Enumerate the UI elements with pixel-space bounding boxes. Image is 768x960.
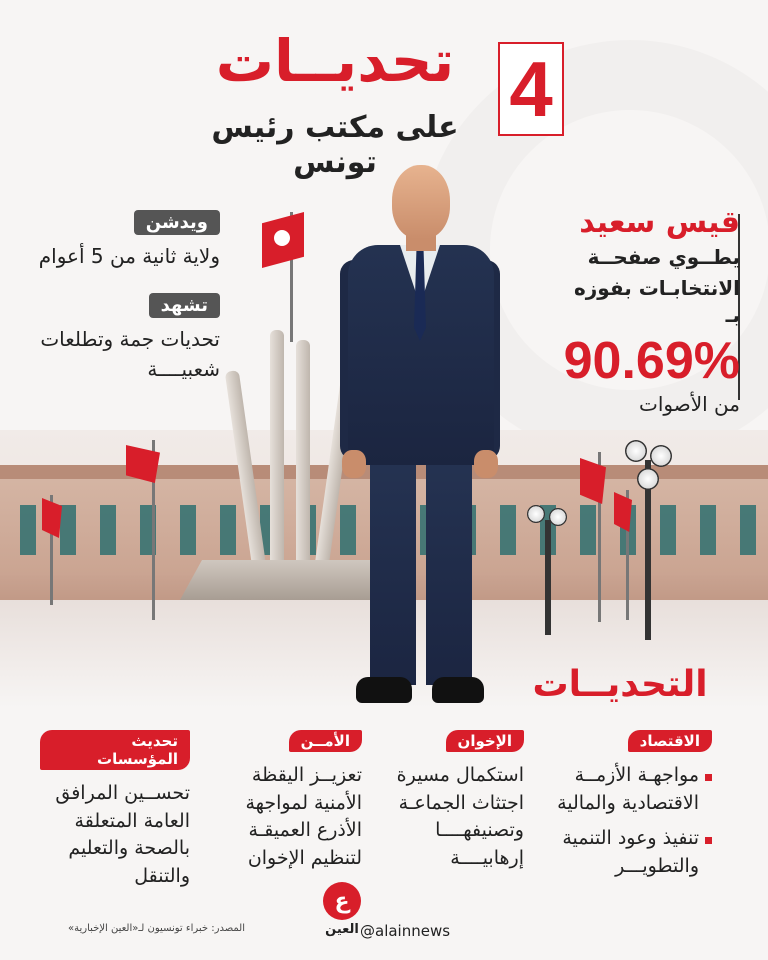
info-line-2: الانتخابـات بفوزه بـ — [573, 276, 740, 327]
challenge-text: استكمال مسيرة اجتثاث الجماعـة وتصنيفهــــا إرهابيــــة — [396, 764, 524, 869]
bullet-icon — [705, 837, 712, 844]
lamp-icon — [625, 440, 647, 462]
president-name: قيس سعيد — [579, 205, 740, 240]
page-subtitle: على مكتب رئيس تونس — [211, 110, 459, 180]
challenge-brotherhood — [384, 730, 524, 872]
vote-percentage: 90.69% — [563, 332, 740, 390]
bullet-icon — [705, 774, 712, 781]
tunisia-flag-icon — [262, 212, 304, 268]
challenge-text: تحســين المرافق العامة المتعلقة بالصحة والتعليم والتنقل — [55, 782, 190, 887]
challenge-badge: الأمــن — [289, 730, 362, 752]
president-figure — [340, 165, 500, 710]
term-info — [20, 210, 220, 384]
street-lamp — [545, 520, 551, 635]
logo-name: العين — [325, 922, 359, 937]
challenges-heading: التحديــات — [532, 664, 708, 705]
election-info — [560, 205, 740, 416]
votes-label: من الأصوات — [639, 392, 740, 417]
challenges-text: تحديات جمة وتطلعات شعبيــــة — [40, 327, 220, 381]
challenge-economy — [552, 730, 712, 880]
title-number: 4 — [509, 45, 553, 133]
page-title: تحديــات — [215, 27, 455, 95]
info-line-1: يطــوي صفحــة — [587, 245, 740, 269]
list-item: مواجهـة الأزمــة الاقتصادية والمالية — [552, 762, 712, 817]
list-item: تنفيذ وعود التنمية والتطويـــر — [552, 825, 712, 880]
lamp-icon — [527, 505, 545, 523]
challenge-badge: تحديث المؤسسات — [40, 730, 190, 770]
challenge-badge: الإخوان — [446, 730, 524, 752]
challenge-badge: الاقتصاد — [628, 730, 712, 752]
lamp-icon — [549, 508, 567, 526]
challenge-institutions — [40, 730, 190, 890]
challenges-badge: تشهد — [149, 293, 220, 318]
term-badge: ويدشن — [134, 210, 220, 235]
lamp-icon — [650, 445, 672, 467]
monument — [230, 320, 350, 590]
challenge-text: تعزيــز اليقظة الأمنية لمواجهة الأذرع العميقـة لتنظيم الإخوان — [245, 764, 362, 869]
source-credit: المصدر: خبراء تونسيون لـ«العين الإخبارية» — [67, 923, 245, 934]
term-text: ولاية ثانية من 5 أعوام — [38, 244, 220, 268]
alain-logo-icon: ع — [323, 882, 361, 920]
social-handle: @alainnews — [360, 922, 451, 940]
title-number-box — [498, 42, 564, 136]
lamp-icon — [637, 468, 659, 490]
challenge-security — [220, 730, 362, 872]
